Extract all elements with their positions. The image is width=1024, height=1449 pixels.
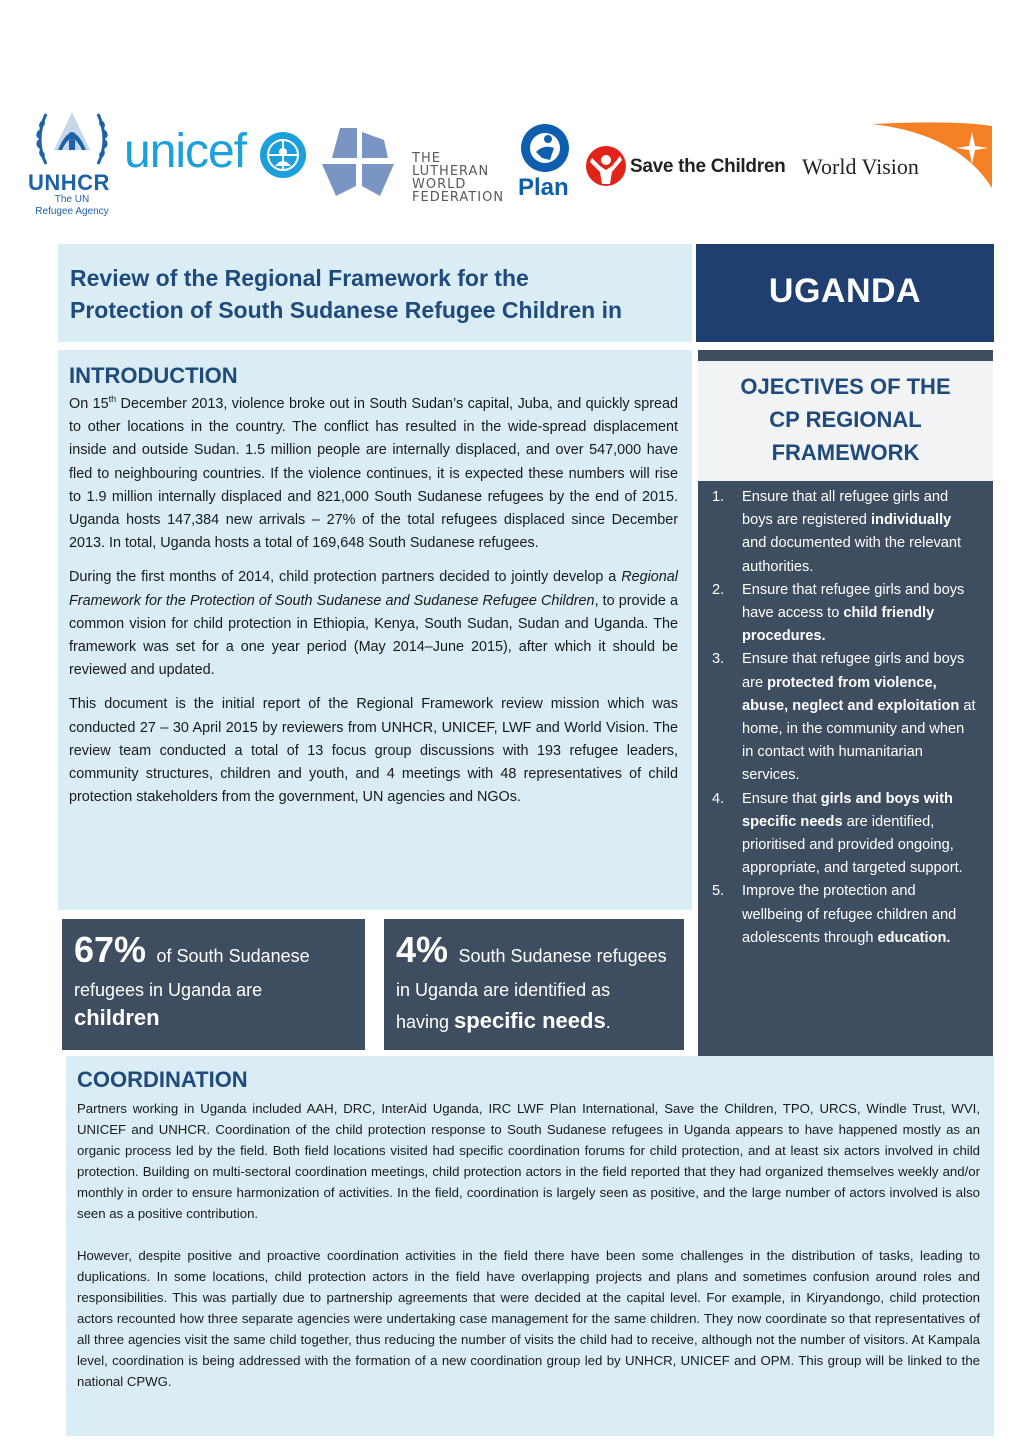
objective-number: 4. <box>712 790 725 807</box>
objective-item <box>708 648 978 787</box>
stat-percentage: 67% <box>74 929 147 970</box>
save-the-children-wordmark: Save the Children <box>630 156 786 177</box>
objective-text: Ensure that all refugee girls and boys are registered <box>742 489 949 529</box>
objective-item <box>708 788 978 881</box>
stat-box-children <box>62 919 365 1050</box>
objective-item <box>708 486 978 579</box>
intro-p1-start: On 15 <box>69 396 109 412</box>
coordination-paragraph: However, despite positive and proactive coordination activities in the field there have been some challenges in the distribution of tasks, leading to duplications. In some locations, child protection actors in the field have overlapping projects and plans and sometimes confusion around roles and responsibilities. This was partially due to partnership agreements that were decided at the capital level. For example, in Kiryandongo, child protection actors recounted how three separate agencies were undertaking case management for the same children. They now coordinate so that representatives of all three agencies visit the same child together, thus reducing the number of visits the child had to receive, although not the number of visitors. At Kampala level, coordination is being addressed with the formation of a new coordination group led by UNHCR, UNICEF and OPM. This group will be linked to the national CPWG. <box>77 1248 980 1389</box>
objective-number: 3. <box>712 651 725 668</box>
save-the-children-logo <box>584 140 794 190</box>
intro-p1-rest: December 2013, violence broke out in South Sudan’s capital, Juba, and quickly spread to other locations in the country. The conflict has resulted in the wide-spread displacement inside and outside Sudan. 1.5 million people are internally displaced, and over 547,000 have fled to neighbouring countries. If the violence continues, it is expected these numbers will rise to 1.9 million internally displaced and 821,000 South Sudanese refugees by the end of 2015. Uganda hosts 147,384 new arrivals – 27% of the total refugees displaced since December 2013. In total, Uganda hosts a total of 169,648 South Sudanese refugees. <box>69 396 678 552</box>
stat-emphasis: children <box>74 1005 160 1030</box>
objective-text: at home, in the community and when in contact with humanitarian services. <box>742 697 976 784</box>
stat-percentage: 4% <box>396 929 449 970</box>
unhcr-wordmark: UNHCR <box>28 170 110 195</box>
stat-box-specific-needs <box>384 919 684 1050</box>
world-vision-logo <box>800 122 996 188</box>
unicef-wordmark: unicef <box>124 125 247 178</box>
objective-text: are identified, prioritised and provided ongoing, appropriate, and targeted support. <box>742 813 963 877</box>
document-title-line2: Protection of South Sudanese Refugee Children in <box>70 297 623 323</box>
stat-emphasis: specific needs <box>454 1008 606 1033</box>
objective-emphasis: child friendly procedures. <box>742 605 935 645</box>
lwf-emblem-icon <box>318 124 400 204</box>
coordination-body <box>77 1098 980 1413</box>
introduction-body <box>69 393 678 820</box>
plan-wordmark: Plan <box>518 174 569 201</box>
unhcr-logo <box>24 106 120 218</box>
stat-text-line2: in Uganda are identified as <box>396 980 611 1000</box>
stat-headline <box>74 929 310 972</box>
introduction-heading: INTRODUCTION <box>69 363 238 388</box>
stat-text-prefix: having <box>396 1012 455 1032</box>
objectives-heading-line3: FRAMEWORK <box>771 440 920 465</box>
lwf-line2: LUTHERAN <box>412 164 490 179</box>
objectives-heading-line1: OJECTIVES OF THE <box>740 374 951 399</box>
objective-emphasis: girls and boys with specific needs <box>742 790 953 830</box>
objective-number: 5. <box>712 883 725 900</box>
stat-text-line1: of South Sudanese <box>156 946 310 966</box>
stat-headline <box>396 929 667 972</box>
unhcr-tagline-line1: The UN <box>54 194 90 205</box>
objective-number: 1. <box>712 489 725 505</box>
objective-text: Ensure that <box>742 790 821 807</box>
objective-text: Ensure that refugee girls and boys have access to <box>742 581 965 622</box>
objective-item <box>708 579 978 649</box>
document-title-line1: Review of the Regional Framework for the <box>70 265 529 291</box>
document-title <box>70 262 680 326</box>
intro-p1-sup: th <box>108 394 117 405</box>
intro-p2-rest: , to provide a common vision for child protection in Ethiopia, Kenya, South Sudan, Sudan and Uganda. The framework was set for a one year period (May 2014–June 2015), after which it should be reviewed and updated. <box>69 592 678 679</box>
plan-emblem-icon <box>512 122 578 174</box>
objectives-list <box>708 486 978 950</box>
objective-text: Ensure that refugee girls and boys are <box>742 651 965 691</box>
stat-text-suffix: . <box>605 1012 611 1032</box>
world-vision-wordmark: World Vision <box>802 154 919 179</box>
plan-logo <box>510 122 580 204</box>
stat-text-line3 <box>74 1005 160 1031</box>
intro-p2-start: During the first months of 2014, child protection partners decided to jointly develop a <box>69 569 622 586</box>
coordination-paragraph: Partners working in Uganda included AAH, DRC, InterAid Uganda, IRC LWF Plan International, Save the Children, TPO, URCS, Windle Trust, WVI, UNICEF and UNHCR. Coordination of the child protection response to South Sudanese refugees in Uganda appears to have happened mostly as an organic process led by the field. Both field locations visited had specific coordination forums for child protection, and at least six actors involved in child protection. Building on multi-sectoral coordination meetings, child protection actors in the field reported that they had organized themselves weekly and/or monthly in order to ensure harmonization of activities. In the field, coordination is largely seen as positive, and the large number of actors involved is also seen as a positive contribution. <box>77 1101 980 1221</box>
unicef-logo <box>124 125 310 180</box>
introduction-paragraph <box>69 566 678 682</box>
lwf-line3: WORLD <box>412 177 467 192</box>
objectives-heading <box>698 370 993 469</box>
framework-title-italic: Regional Framework for the Protection of South Sudanese and Sudanese Refugee Children <box>69 569 678 609</box>
objectives-heading-line2: CP REGIONAL <box>769 407 922 432</box>
stat-text-line3 <box>396 1005 611 1038</box>
coordination-heading: COORDINATION <box>77 1067 248 1092</box>
introduction-paragraph <box>69 393 678 555</box>
lwf-line1: THE <box>412 151 441 166</box>
unhcr-tagline <box>24 194 120 218</box>
objective-text: Improve the protection and wellbeing of refugee children and adolescents through <box>742 883 957 946</box>
objective-emphasis: protected from violence, abuse, neglect and exploitation <box>742 674 960 714</box>
stat-text-line1: South Sudanese refugees <box>458 946 667 966</box>
lwf-logo <box>318 124 505 210</box>
objective-item <box>708 880 978 950</box>
objective-emphasis: individually <box>870 512 952 529</box>
save-the-children-emblem-icon <box>584 140 628 188</box>
lwf-line4: FEDERATION <box>412 190 505 205</box>
objective-number: 2. <box>712 581 725 598</box>
unicef-globe-icon <box>258 130 308 180</box>
objective-text: and documented with the relevant authorities. <box>742 535 962 575</box>
stat-text-line2: refugees in Uganda are <box>74 980 263 1000</box>
objective-emphasis: education. <box>877 929 951 946</box>
objectives-top-bar <box>698 350 993 361</box>
lwf-wordmark <box>412 152 504 204</box>
introduction-paragraph: This document is the initial report of the Regional Framework review mission which was conducted 27 – 30 April 2015 by reviewers from UNHCR, UNICEF, LWF and World Vision. The review team conducted a total of 13 focus group discussions with 193 refugee leaders, community structures, children and youth, and 4 meetings with 48 representatives of child protection stakeholders from the government, UN agencies and NGOs. <box>69 696 678 806</box>
unhcr-tagline-line2: Refugee Agency <box>35 206 109 217</box>
country-label: UGANDA <box>768 272 922 310</box>
unhcr-emblem-icon <box>24 106 120 172</box>
